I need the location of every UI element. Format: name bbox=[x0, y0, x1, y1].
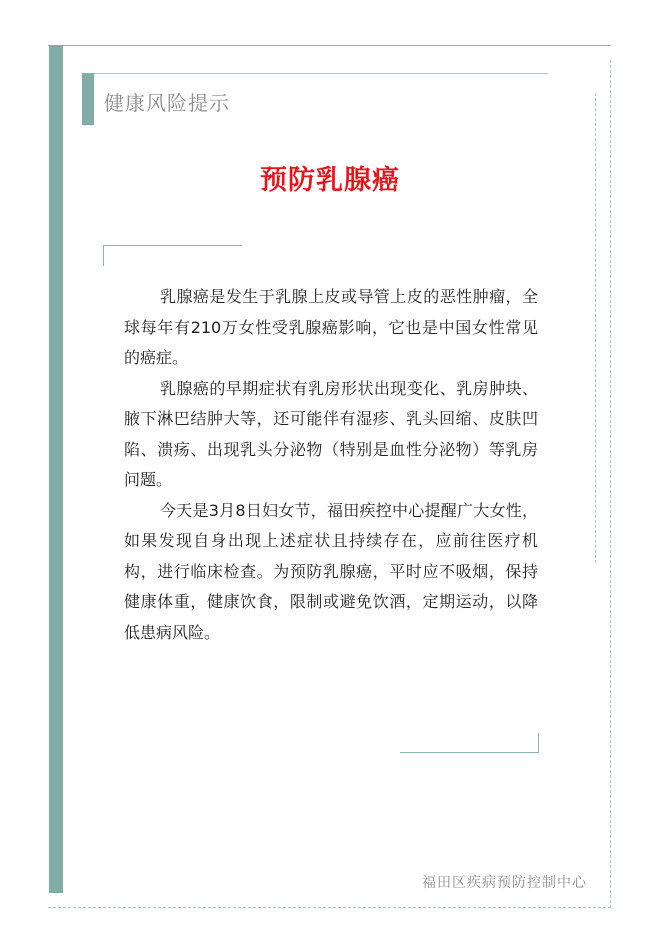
header-accent-block bbox=[82, 73, 94, 125]
paragraph: 今天是3月8日妇女节，福田疾控中心提醒广大女性，如果发现自身出现上述症状且持续存在，应前往医疗机构，进行临床检查。为预防乳腺癌，平时应不吸烟，保持健康体重，健康饮食，限制或避免饮酒，定期运动，以降低患病风险。 bbox=[124, 500, 538, 642]
header-divider bbox=[94, 73, 548, 74]
corner-bracket-bottom-right bbox=[400, 752, 539, 753]
footer-organization: 福田区疾病预防控制中心 bbox=[422, 875, 587, 891]
article-body bbox=[124, 282, 538, 648]
header-title: 健康风险提示 bbox=[104, 91, 230, 115]
corner-bracket-top-left bbox=[103, 245, 242, 246]
card-top-border bbox=[48, 45, 611, 46]
corner-bracket-bottom-right-vertical bbox=[538, 733, 539, 753]
corner-bracket-top-left-vertical bbox=[103, 245, 104, 266]
paragraph: 乳腺癌的早期症状有乳房形状出现变化、乳房肿块、腋下淋巴结肿大等，还可能伴有湿疹、乳头回缩、皮肤凹陷、溃疡、出现乳头分泌物（特别是血性分泌物）等乳房问题。 bbox=[124, 378, 538, 489]
page-title: 预防乳腺癌 bbox=[260, 165, 400, 196]
card-bottom-border bbox=[48, 907, 611, 908]
paragraph: 乳腺癌是发生于乳腺上皮或导管上皮的恶性肿瘤，全球每年有210万女性受乳腺癌影响，它也是中国女性常见的癌症。 bbox=[124, 287, 538, 367]
